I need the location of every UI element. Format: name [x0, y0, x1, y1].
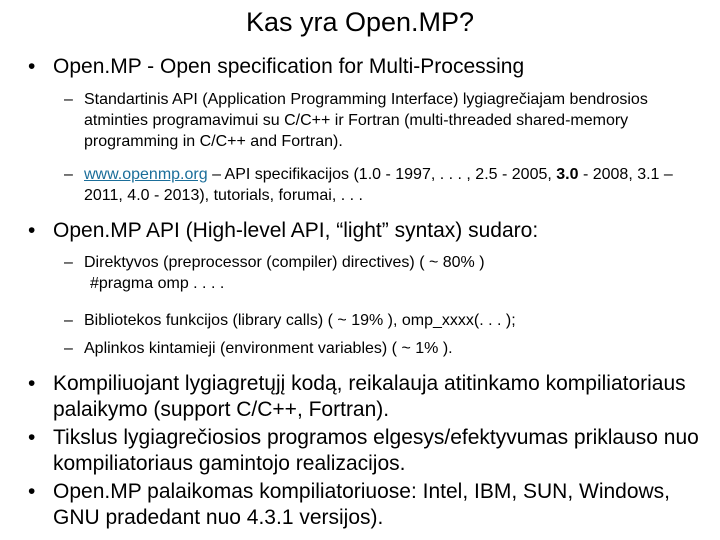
sub-bullet-text-part: – API specifikacijos (1.0 - 1997, . . . , 2.5 - 2005,: [207, 166, 557, 183]
pragma-text: #pragma omp . . . .: [90, 275, 225, 292]
bullet-text: Open.MP API (High-level API, “light” syntax) sudaro:: [53, 219, 539, 242]
bullet-text: Open.MP palaikomas kompiliatoriuose: Intel, IBM, SUN, Windows, GNU pradedant nuo 4.3.1 versijos).: [53, 480, 671, 529]
bullet-dot: •: [28, 426, 36, 449]
sub-bullet-text: Bibliotekos funkcijos (library calls) ( ~ 19% ), omp_xxxx(. . . );: [84, 312, 516, 329]
bullet-dot: •: [28, 372, 36, 395]
bullet-text: Kompiliuojant lygiagretųjį kodą, reikalauja atitinkamo kompiliatoriaus palaikymo (support C/C++, Fortran).: [53, 372, 686, 421]
sub-bullet-dash: –: [64, 340, 73, 357]
page-title: Kas yra Open.MP?: [245, 7, 475, 37]
bullet-text: Tikslus lygiagrečiosios programos elgesys/efektyvumas priklauso nuo kompiliatoriaus gamintojo realizacijos.: [53, 426, 699, 475]
directives-text: Direktyvos (preprocessor (compiler) directives) ( ~ 80% ): [84, 254, 485, 271]
sub-bullet-dash: –: [64, 254, 73, 271]
version-bold: 3.0: [556, 166, 579, 183]
openmp-link[interactable]: www.openmp.org: [84, 166, 208, 183]
sub-bullet-dash: –: [64, 312, 73, 329]
sub-bullet-dash: –: [64, 166, 73, 183]
sub-bullet-text-part: - 2008, 3.1 – 2011, 4.0 - 2013), tutorials, forumai, . . .: [84, 166, 673, 204]
sub-bullet-text: Aplinkos kintamieji (environment variables) ( ~ 1% ).: [84, 340, 453, 357]
sub-bullet-dash: –: [64, 91, 73, 108]
bullet-text: Open.MP - Open specification for Multi-Processing: [53, 55, 525, 78]
bullet-dot: •: [28, 219, 36, 242]
bullet-dot: •: [28, 480, 36, 503]
sub-bullet-text: Standartinis API (Application Programming Interface) lygiagrečiajam bendrosios atminties programavimui su C/C++ ir Fortran (multi-threaded shared-memory programming in C/C++ and Fortran).: [84, 91, 648, 150]
sub-bullet-text: [84, 252, 698, 294]
bullet-dot: •: [28, 55, 36, 78]
sub-bullet-text: [84, 164, 698, 206]
